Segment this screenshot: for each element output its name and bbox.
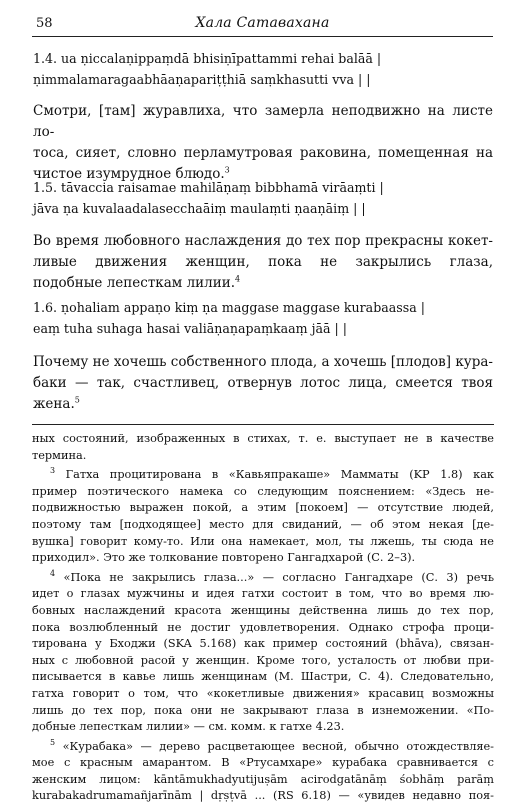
translation-line: чистое изумрудное блюдо.$^3$ [33,165,230,182]
header-rule [32,36,493,37]
footnote-rule [32,424,494,425]
verse-line: jāva ṇa kuvalaadalasecchaāiṃ maulaṃti ṇaaṇāiṃ | | [33,201,366,216]
footnote-line: приходил». Это же толкование повторено Гангадхарой (С. 2–3). [32,551,416,565]
footnote-ref: 5 [74,395,80,405]
translation-1-6 [33,352,493,415]
verse-line: 1.6. ṇohaliam appaṇo kiṃ ṇa maggase maggase kurabaassa | [33,300,425,315]
translation-line: Во время любовного наслаждения до тех пор прекрасны кокет- [33,233,493,249]
translation-line: Почему не хочешь собственного плода, а хочешь [плодов] кура- [33,354,493,370]
translation-line: баки — так, счастливец, отвернув лотос лица, смеется твоя [33,375,493,391]
translation-line: подобные лепесткам лилии.$^4$ [33,274,241,291]
verse-1-4 [33,48,495,90]
footnote-line: $^5$ «Курабака» — дерево расцветающее весной, обычно отождествляе- [50,737,495,753]
footnote-line: добные лепесткам лилии» — см. комм. к гатхе 4.23. [32,720,345,734]
footnote-line: пример поэтического намека со следующим пояснением: «Здесь не- [32,484,494,498]
verse-line: eaṃ tuha suhaga hasai valiāṇaṇapaṃkaaṃ jāā | | [33,321,348,336]
footnote-line: женским лицом: kāntāmukhadyutijuṣām acirodgatānāṃ śobhāṃ parāṃ [32,772,494,786]
footnote-continuation [32,431,494,464]
footnote-line: тирована у Бходжи (SKA 5.168) как пример состояний (bhāva), связан- [32,637,494,651]
footnote-line: мое с красным амарантом. В «Ртусамхаре» курабака сравнивается с [32,756,494,770]
verse-line: 1.4. ua ṇiccalaṇippaṃdā bhisiṇīpattammi rehai balāā | [33,51,382,66]
page-header [0,0,525,46]
footnote-line: писывается в кавье лишь женщинам (М. Шастри, С. 4). Следовательно, [32,670,494,684]
footnote-3 [32,467,494,567]
footnote-line: $^3$ Гатха процитирована в «Кавьяпракаше» Мамматы (KP 1.8) как [50,466,494,482]
footnote-line: вушка] говорит кому-то. Или она намекает, мол, ты лжешь, ты сюда не [32,534,494,548]
footnote-4 [32,570,494,736]
translation-1-5 [33,231,493,294]
footnote-line: термина. [32,448,87,462]
translation-line: ливые движения женщин, пока не закрылись глаза, [33,254,493,270]
footnote-line: подвижностью выражен покой, а этим [покоем] — отсутствие людей, [32,501,494,515]
footnote-line: пока возлюбленный не достиг удовлетворения. Однако строфа проци- [32,620,494,634]
verse-line: 1.5. tāvaccia raisamae mahilāṇaṃ bibbhamā virāaṃti | [33,180,384,195]
footnote-number: 4 [50,568,56,578]
footnote-ref: 4 [235,274,241,284]
footnote-line: ных состояний, изображенных в стихах, т. е. выступает не в качестве [32,432,494,445]
footnote-line: kurabakadrumamañjarīnām | dṛṣṭvā ... (RS 6.18) — «увидев недавно поя- [32,789,494,803]
verse-1-5 [33,177,495,219]
footnote-line: ных с любовной расой у женщин. Кроме того, усталость от любви при- [32,653,494,667]
translation-line: жена.$^5$ [33,395,80,412]
verse-line: ṇimmalamaragaabhāaṇapariṭṭhiā saṃkhasutti vva | | [33,72,371,87]
footnote-line: лишь до тех пор, пока они не закрывают глаза в изнеможении. «По- [32,703,494,717]
translation-line: тоса, сияет, словно перламутровая раковина, помещенная на [33,145,493,161]
footnote-line: гатха говорит о том, что «кокетливые движения» красавиц возможны [32,686,494,700]
verse-1-6 [33,297,495,339]
translation-1-4 [33,101,493,185]
footnote-line: $^4$ «Пока не закрылись глаза...» — согласно Гангадхаре (С. 3) речь [50,568,494,584]
footnote-number: 3 [50,466,56,476]
footnotes [32,431,494,805]
page-number: 58 [36,16,53,31]
footnote-line: идет о глазах мужчины и идея гатхи состоит в том, что во время лю- [32,587,494,601]
footnote-number: 5 [50,737,56,747]
footnote-line: поэтому там [подходящее] место для свиданий, — об этом некая [де- [32,517,494,531]
footnote-5 [32,739,494,805]
footnote-ref: 3 [224,165,230,175]
running-head: Хала Сатавахана [195,15,330,31]
footnote-line: бовных наслаждений красота женщины действенна лишь до тех пор, [32,603,494,617]
translation-line: Смотри, [там] журавлиха, что замерла неподвижно на листе ло- [33,103,493,140]
